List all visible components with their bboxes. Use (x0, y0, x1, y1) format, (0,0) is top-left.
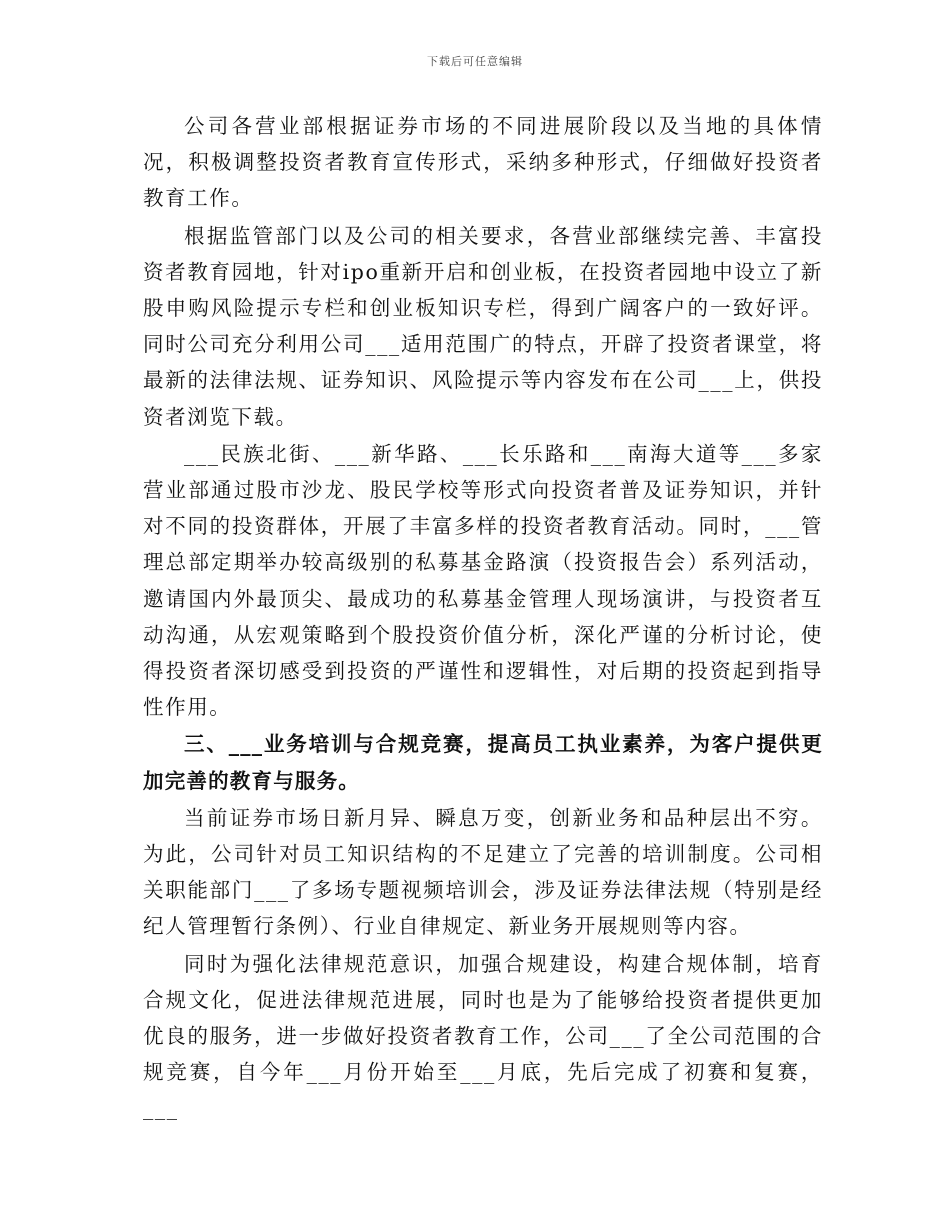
section-heading-training: 三、___业务培训与合规竞赛，提高员工执业素养，为客户提供更加完善的教育与服务。 (143, 732, 823, 793)
paragraph-investor-education-forms: 公司各营业部根据证券市场的不同进展阶段以及当地的具体情况，积极调整投资者教育宣传形式，采纳多种形式，仔细做好投资者教育工作。 (143, 114, 823, 211)
document-body (143, 108, 823, 1128)
paragraph-compliance-contest: 同时为强化法律规范意识，加强合规建设，构建合规体制，培育合规文化，促进法律规范进展，同时也是为了能够给投资者提供更加优良的服务，进一步做好投资者教育工作，公司___了全公司范围的合规竞赛，自今年___月份开始至___月底，先后完成了初赛和复赛，___ (143, 951, 823, 1121)
paragraph-branch-activities: ___民族北街、___新华路、___长乐路和___南海大道等___多家营业部通过股市沙龙、股民学校等形式向投资者普及证券知识，并针对不同的投资群体，开展了丰富多样的投资者教育活动。同时，___管理总部定期举办较高级别的私募基金路演（投资报告会）系列活动，邀请国内外最顶尖、最成功的私募基金管理人现场演讲，与投资者互动沟通，从宏观策略到个股投资价值分析，深化严谨的分析讨论，使得投资者深切感受到投资的严谨性和逻辑性，对后期的投资起到指导性作用。 (143, 441, 823, 720)
page-header-note: 下载后可任意编辑 (427, 55, 523, 68)
paragraph-investor-garden: 根据监管部门以及公司的相关要求，各营业部继续完善、丰富投资者教育园地，针对ipo重新开启和创业板，在投资者园地中设立了新股申购风险提示专栏和创业板知识专栏，得到广阔客户的一致好评。同时公司充分利用公司___适用范围广的特点，开辟了投资者课堂，将最新的法律法规、证券知识、风险提示等内容发布在公司___上，供投资者浏览下载。 (143, 223, 823, 429)
paragraph-training-system: 当前证券市场日新月异、瞬息万变，创新业务和品种层出不穷。为此，公司针对员工知识结构的不足建立了完善的培训制度。公司相关职能部门___了多场专题视频培训会，涉及证券法律法规（特别是经纪人管理暂行条例）、行业自律规定、新业务开展规则等内容。 (143, 805, 823, 939)
